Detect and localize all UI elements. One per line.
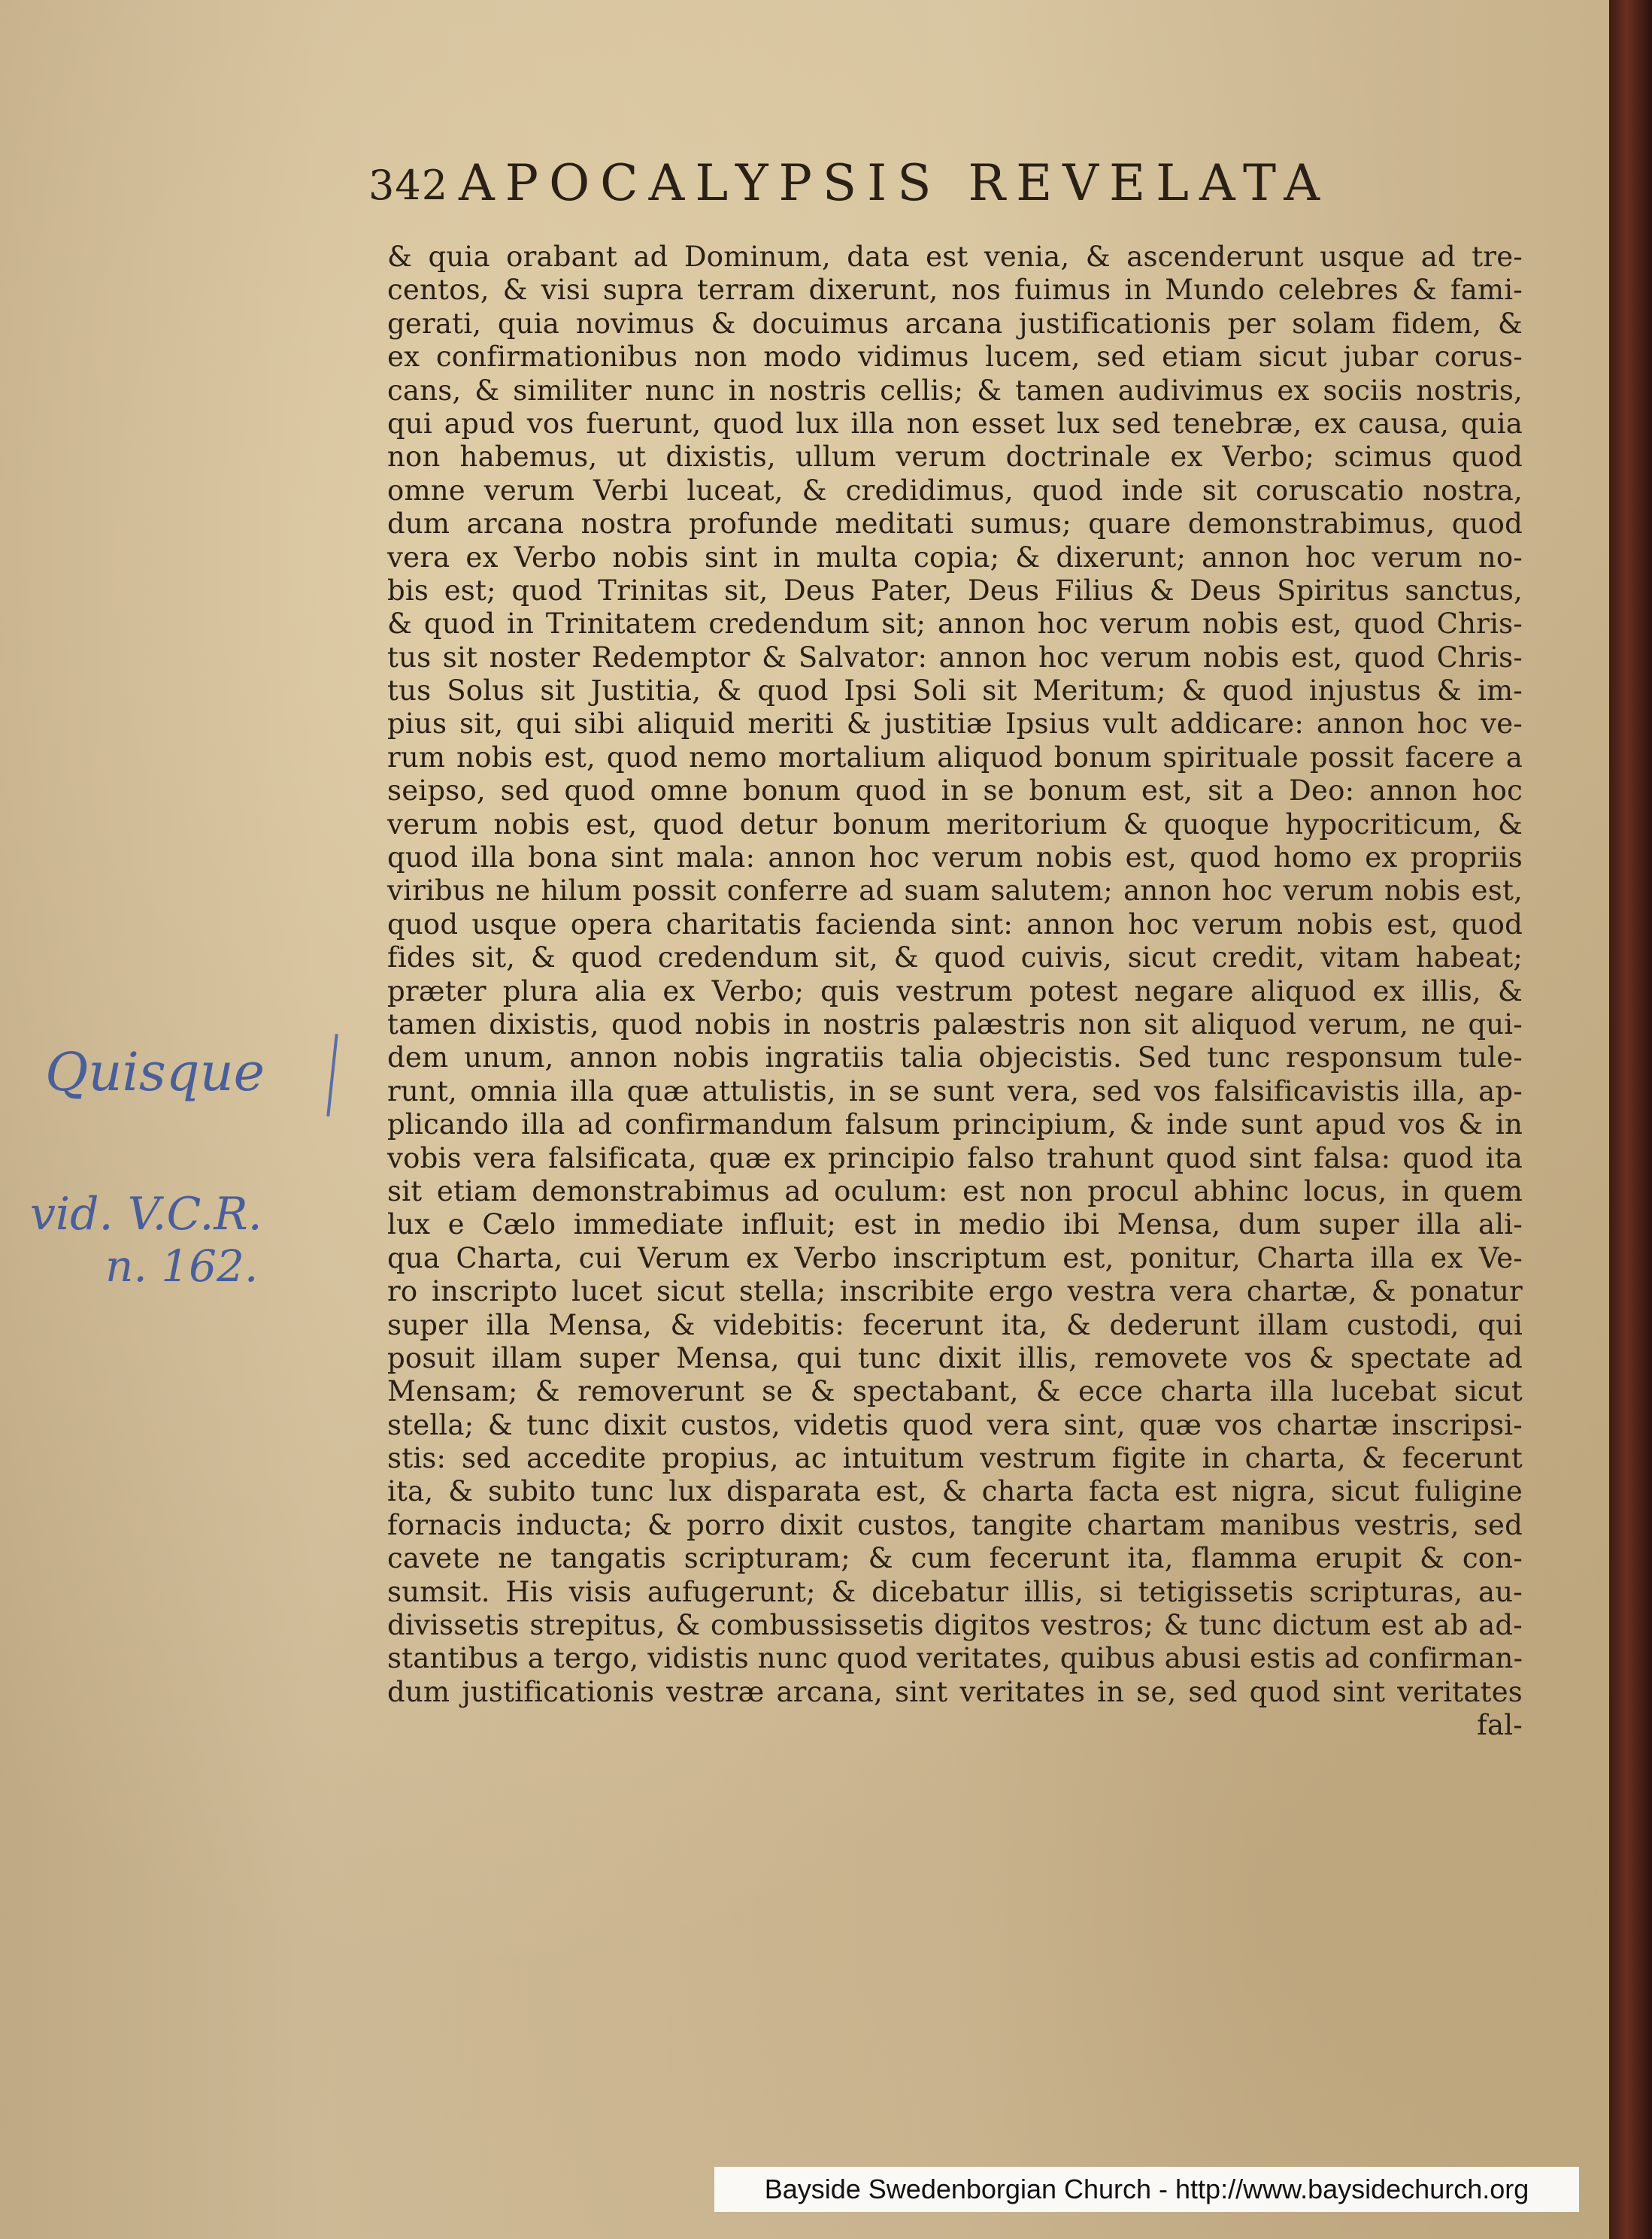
text-line: quod usque opera charitatis facienda sint: annon hoc verum nobis est, quod <box>387 907 1523 941</box>
book-spine-edge <box>1609 0 1652 2239</box>
text-line: non habemus, ut dixistis, ullum verum doctrinale ex Verbo; scimus quod <box>387 441 1523 474</box>
text-line: bis est; quod Trinitas sit, Deus Pater, Deus Filius & Deus Spiritus sanctus, <box>387 574 1523 607</box>
text-line: tus Solus sit Justitia, & quod Ipsi Soli sit Meritum; & quod injustus & im- <box>387 674 1523 707</box>
text-line: tamen dixistis, quod nobis in nostris palæstris non sit aliquod verum, ne qui- <box>387 1007 1523 1041</box>
text-line: runt, omnia illa quæ attulistis, in se sunt vera, sed vos falsificavistis illa, ap- <box>387 1074 1523 1107</box>
text-line: dum arcana nostra profunde meditati sumus; quare demonstrabimus, quod <box>387 507 1523 541</box>
text-line: vera ex Verbo nobis sint in multa copia; & dixerunt; annon hoc verum no- <box>387 541 1523 574</box>
text-line: sumsit. His visis aufugerunt; & dicebatur illis, si tetigissetis scripturas, au- <box>387 1575 1523 1608</box>
margin-note-bar <box>326 1034 338 1116</box>
text-line: super illa Mensa, & videbitis: fecerunt ita, & dederunt illam custodi, qui <box>387 1308 1523 1341</box>
text-line: Mensam; & removerunt se & spectabant, & ecce charta illa lucebat sicut <box>387 1375 1523 1408</box>
text-line: qua Charta, cui Verum ex Verbo inscriptum est, ponitur, Charta illa ex Ve- <box>387 1241 1523 1274</box>
text-line: stella; & tunc dixit custos, videtis quod vera sint, quæ vos chartæ inscripsi- <box>387 1408 1523 1441</box>
margin-note-reference: vid. V.C.R. <box>30 1188 262 1241</box>
body-text <box>387 241 1523 1743</box>
text-line: quod illa bona sint mala: annon hoc verum nobis est, quod homo ex propriis <box>387 841 1523 874</box>
text-line: seipso, sed quod omne bonum quod in se bonum est, sit a Deo: annon hoc <box>387 774 1523 807</box>
text-line: ex confirmationibus non modo vidimus lucem, sed etiam sicut jubar corus- <box>387 341 1523 374</box>
text-line: sit etiam demonstrabimus ad oculum: est non procul abhinc locus, in quem <box>387 1174 1523 1207</box>
text-line: stis: sed accedite propius, ac intuitum vestrum figite in charta, & fecerunt <box>387 1442 1523 1475</box>
catchword: fal- <box>1477 1709 1523 1742</box>
text-line: verum nobis est, quod detur bonum meritorium & quoque hypocriticum, & <box>387 807 1523 841</box>
text-line: cans, & similiter nunc in nostris cellis; & tamen audivimus ex sociis nostris, <box>387 374 1523 407</box>
text-line: vobis vera falsificata, quæ ex principio falso trahunt quod sint falsa: quod ita <box>387 1141 1523 1174</box>
margin-note-number: n. 162. <box>105 1241 259 1292</box>
text-line: pius sit, qui sibi aliquid meriti & justitiæ Ipsius vult addicare: annon hoc ve- <box>387 707 1523 741</box>
text-line: gerati, quia novimus & docuimus arcana justificationis per solam fidem, & <box>387 307 1523 340</box>
text-line: fides sit, & quod credendum sit, & quod cuivis, sicut credit, vitam habeat; <box>387 941 1523 974</box>
running-title: APOCALYPSIS REVELATA <box>459 154 1331 212</box>
margin-note-quisque: Quisque <box>45 1041 265 1103</box>
text-line: viribus ne hilum possit conferre ad suam salutem; annon hoc verum nobis est, <box>387 874 1523 907</box>
text-line: centos, & visi supra terram dixerunt, nos fuimus in Mundo celebres & fami- <box>387 274 1523 307</box>
text-line: dem unum, annon nobis ingratiis talia objecistis. Sed tunc responsum tule- <box>387 1041 1523 1074</box>
text-line: stantibus a tergo, vidistis nunc quod veritates, quibus abusi estis ad confirman- <box>387 1642 1523 1675</box>
text-line: præter plura alia ex Verbo; quis vestrum potest negare aliquod ex illis, & <box>387 974 1523 1007</box>
text-line: omne verum Verbi luceat, & credidimus, quod inde sit coruscatio nostra, <box>387 474 1523 507</box>
text-line: lux e Cælo immediate influit; est in medio ibi Mensa, dum super illa ali- <box>387 1208 1523 1241</box>
text-line: & quia orabant ad Dominum, data est venia, & ascenderunt usque ad tre- <box>387 241 1523 273</box>
text-line: fornacis inducta; & porro dixit custos, tangite chartam manibus vestris, sed <box>387 1508 1523 1541</box>
page-number: 342 <box>368 162 449 209</box>
text-line: tus sit noster Redemptor & Salvator: annon hoc verum nobis est, quod Chris- <box>387 641 1523 674</box>
text-line: plicando illa ad confirmandum falsum principium, & inde sunt apud vos & in <box>387 1108 1523 1141</box>
footer-credit: Bayside Swedenborgian Church - http://www.baysidechurch.org <box>714 2167 1579 2212</box>
text-line: ro inscripto lucet sicut stella; inscribite ergo vestra vera chartæ, & ponatur <box>387 1275 1523 1308</box>
text-line: qui apud vos fuerunt, quod lux illa non esset lux sed tenebræ, ex causa, quia <box>387 407 1523 440</box>
text-line: cavete ne tangatis scripturam; & cum fecerunt ita, flamma erupit & con- <box>387 1542 1523 1575</box>
text-line: & quod in Trinitatem credendum sit; annon hoc verum nobis est, quod Chris- <box>387 607 1523 641</box>
text-line: posuit illam super Mensa, qui tunc dixit illis, removete vos & spectate ad <box>387 1341 1523 1374</box>
text-line: rum nobis est, quod nemo mortalium aliquod bonum spirituale possit facere a <box>387 741 1523 774</box>
text-line: divissetis strepitus, & combussissetis digitos vestros; & tunc dictum est ab ad- <box>387 1609 1523 1642</box>
text-line: ita, & subito tunc lux disparata est, & charta facta est nigra, sicut fuligine <box>387 1475 1523 1508</box>
page-header <box>368 154 1526 222</box>
text-line: dum justificationis vestræ arcana, sint veritates in se, sed quod sint veritates <box>387 1675 1523 1708</box>
